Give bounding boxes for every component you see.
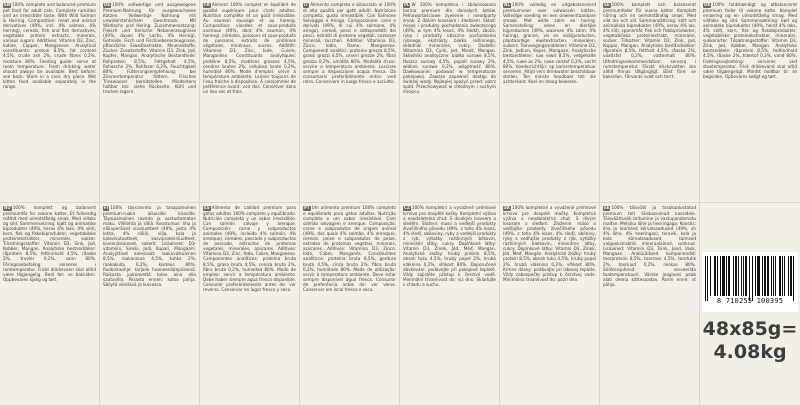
language-badge: FI <box>104 205 109 210</box>
panel-body: Um alimento premium 100% completo e equilibrado para gatos adultos. Nutrição completa e um sabor irresistível. Com salmão selvagem e arenque. Composição: carne e subprodutos de origem animal (49%, dos quais 4% salmão, 4% arenque), cereais, peixe e subprodutos de peixe, extratos de proteínas vegetais, minerais, açúcares. Aditivos: Vitamina D3, Zinco, Iodo, Cobre, Manganês. Constituintes analíticos: proteína bruta 8,5%, gordura bruta 4,5%, cinza bruta 2%, fibra bruta 0,2%, humidade 80%. Modo de utilização: servir à temperatura ambiente. Deve estar sempre disponível água fresca. Consumir de preferência antes de: ver verso. Conservar em local fresco e seco. <box>303 205 396 292</box>
text-panel-sk <box>500 203 600 406</box>
panel-body: Alimento completo e bilanciato al 100% di alta qualità per gatti adulti. Nutrizione completa, gusto irresistibile. Con Salmone Selvaggio e Aringa. Composizione: carni e derivati (49%, di cui 4% salmone, 4% aringa), cereali, pesci e sottoprodotti dei pesci, estratti di proteine vegetali, sostanze minerali, zuccheri. Additivi: Vitamina D3, Zinco, Iodio, Rame, Manganese. Componenti analitici: proteina grezza 8,5%, grassi grezzi 4,5%, ceneri grezze 2%, fibra grezza 0,2%, umidità 80%. Modalità d'uso: servire a temperatura ambiente. Lasciare sempre a disposizione acqua fresca. Da consumarsi preferibilmente entro: vedi retro. Conservare in luogo fresco e asciutto. <box>303 2 396 84</box>
panel-text <box>403 205 496 287</box>
language-badge: DK <box>704 2 711 7</box>
text-panel-fr <box>200 0 300 203</box>
panel-body: 100% täissööt ja tasakaalustatud premium toit täiskasvanud kassidele. Täisväärtuslik toitumine ja vastupandamatu maitse. Metsiku lõhe ja heeringaga. Koostis: liha ja loomsed kõrvalsaadused (49%, sh 4% lõhe, 4% heeringas), teravili, kala ja kala kõrvalsaadused, taimsed valguekstraktid, mineraalained, suhkrud. Lisaained: Vitamiin D3, Tsink, Jood, Vask, Mangaan. Analüütilised komponendid: toorproteiin 8,5%, toorrasv 4,5%, toortuhk 2%, toorkiud 0,2%, niiskus 80%. Söötmisjuhend: serveerida toatemperatuuril. Värske joogivesi peab alati olema kättesaadav. Parim enne: vt põhja. <box>603 205 696 287</box>
panel-body: 100% fuldstændigt og afbalanceret premium foder til voksne katte. Komplet ernæring og en uimodståelig smag. Med vildlaks og sild. Sammensætning: kød og animalske biprodukter (49%, heraf 4% laks, 4% sild), korn, fisk og fiskebiprodukter, vegetabilske proteinekstrakter, mineraler, sukkerarter. Tilsætningsstoffer: Vitamin D3, Zink, Jod, Kobber, Mangan. Analytiske bestanddele: råprotein 8,5%, fedtindhold 4,5%, råaske 2%, træstof 0,2%, vand 80%. Fodringsvejledning: serveres ved stuetemperatur. Frisk drikkevand skal altid være tilgængeligt. Mindst holdbar til: se bagsiden. Opbevares køligt og tørt. <box>703 2 797 79</box>
language-badge: IT <box>304 2 309 7</box>
text-panel-cz <box>400 203 500 406</box>
language-badge: NO <box>4 205 11 210</box>
text-panel-en <box>0 0 100 203</box>
panel-text <box>503 2 596 84</box>
panel-body: Aliment 100% complet et équilibré de qualité supérieure pour chats adultes. Nutrition complète et un goût irrésistible. Au saumon sauvage et au hareng. Composition: viandes et sous-produits animaux (49%, dont 4% saumon, 4% hareng), céréales, poissons et sous-produits de poissons, extraits de protéines végétales, minéraux, sucres. Additifs: Vitamine D3, Zinc, Iode, Cuivre, Manganèse. Constituants analytiques: protéine 8,5%, matières grasses 4,5%, cendres brutes 2%, cellulose brute 0,2%, humidité 80%. Mode d'emploi: servir à température ambiante. Laisser toujours de l'eau fraîche à disposition. À consommer de préférence avant: voir dos. Conserver dans un lieu sec et frais. <box>203 2 296 95</box>
panel-body: W 100% kompletna i zbilansowana karma premium dla dorosłych kotów. Pełnowartościowe żywienie i nieodparty smak. Z dzikim łososiem i śledziem. Skład: mięso i produkty pochodzenia zwierzęcego (49%, w tym 4% łosoś, 4% śledź), zboża, ryby i produkty uboczne pochodzenia rybnego, ekstrakty białka roślinnego, składniki mineralne, cukry. Dodatki: Witamina D3, Cynk, Jod, Miedź, Mangan. Składniki analityczne: białko surowe 8,5%, tłuszcz surowy 4,5%, popiół surowy 2%, włókno surowe 0,2%, wilgotność 80%. Dawkowanie: podawać w temperaturze pokojowej. Zawsze zapewnić dostęp do świeżej wody. Najlepiej spożyć przed: patrz spód. Przechowywać w chłodnym i suchym miejscu. <box>403 2 496 95</box>
panel-text <box>403 2 496 94</box>
language-badge: NL <box>504 2 510 7</box>
panel-text <box>103 205 196 287</box>
net-weight <box>700 312 800 372</box>
barcode-bar <box>794 256 795 301</box>
panel-body: 100% kompletné a vyvážené prémiové krmivo pre dospelé mačky. Kompletná výživa a neodolateľná chuť. S divým lososom a sleďom. Zloženie: mäso a vedľajšie produkty živočíšneho pôvodu (49%, z toho 4% losos, 4% sleď), obilniny, ryby a vedľajšie produkty z rýb, výťažky rastlinných bielkovín, minerálne látky, cukry. Doplnkové látky: Vitamín D3, Zinok, Jód, Meď, Mangán. Analytické zložky: hrubý proteín 8,5%, obsah tuku 4,5%, hrubý popol 2%, hrubá vláknina 0,2%, vlhkosť 80%. Kŕmne dávky: podávajte pri izbovej teplote. Vždy zabezpečte prístup k čerstvej vode. Minimálna trvanlivosť do: pozri dno. <box>503 205 596 282</box>
panel-body: 100% volledig en uitgebalanceerd premiumvoer voor volwassen katten. Volledige voeding en een onweerstaanbare smaak. Met wilde zalm en haring. Samenstelling: vlees en dierlijke bijproducten (49%, waarvan 4% zalm, 4% haring), granen, vis en visbijproducten, plantaardige eiwitextracten, mineralen, suikers. Toevoegingsmiddelen: Vitamine D3, Zink, Jodium, Koper, Mangaan. Analytische bestanddelen: ruw eiwit 8,5%, vetgehalte 4,5%, ruwe as 2%, ruwe celstof 0,2%, vocht 80%. Voederrichtlijn: op kamertemperatuur serveren. Altijd vers drinkwater beschikbaar stellen. Ten minste houdbaar tot: zie achterkant. Koel en droog bewaren. <box>503 2 596 84</box>
panel-text <box>603 205 696 287</box>
panel-text <box>503 205 596 282</box>
panel-text <box>603 2 696 79</box>
panel-text <box>3 205 96 282</box>
language-badge: CZ <box>404 205 410 210</box>
text-panel-it <box>300 0 400 203</box>
barcode-number: 8 710255 100395 <box>705 297 795 305</box>
text-panel-dk <box>700 0 800 203</box>
panel-body: 100% täysravinto ja tasapainoinen premium-ruoka aikuisille kissoille. Täysipainoinen ravinto ja vastustamaton maku. Villilohta ja silliä. Koostumus: liha ja eläinperäiset sivutuotteet (49%, josta 4% lohta, 4% silliä), vilja, kala ja kalasivutuotteet, kasviproteiiniuutteet, kivennäisaineet, sokerit. Lisäaineet: D3-vitamiini, Sinkki, Jodi, Kupari, Mangaani. Analyyttiset ainesosat: raakavalkuainen 8,5%, raakarasva 4,5%, tuhka 2%, raakakuitu 0,2%, kosteus 80%. Ruokintaohje: tarjoile huoneenlämpöisenä. Raikasta juomavettä tulee aina olla saatavilla. Parasta ennen: katso pohja. Säilytä viileässä ja kuivassa. <box>103 205 196 287</box>
language-badge: PL <box>404 2 410 7</box>
barcode <box>702 252 798 312</box>
panel-body: 100% vollwertige und ausgewogene Premium-Nahrung für ausgewachsene Katzen. Vollwertige Nahrung mit unwiderstehlichem Geschmack. Mit Wildlachs und Hering. Zusammensetzung: Fleisch und tierische Nebenerzeugnisse (49%, davon 4% Lachs, 4% Hering), Getreide, Fisch und Fischnebenerzeugnisse, pflanzliche Eiweißextrakte, Mineralstoffe, Zucker. Zusatzstoffe: Vitamin D3, Zink, Jod, Kupfer, Mangan. Analytische Bestandteile: Rohprotein 8,5%, Fettgehalt 4,5%, Rohasche 2%, Rohfaser 0,2%, Feuchtigkeit 80%. Fütterungsempfehlung: bei Zimmertemperatur füttern. Frisches Trinkwasser bereitstellen. Mindestens haltbar bis: siehe Rückseite. Kühl und trocken lagern. <box>103 2 196 95</box>
panel-text <box>703 2 797 79</box>
panel-body: Alimento de calidad premium para gatos adultos 100% completo y equilibrado. Nutrición completa y un sabor irresistible. Con salmón salvaje y arenque. Composición: carne y subproductos animales (49%, incluido 4% salmón, 4% arenque), cereales, pescado y subproductos de pescado, extractos de proteínas vegetales, minerales, azúcares. Aditivos: Vitamina D3, Zinc, Yodo, Cobre, Manganeso. Componentes analíticos: proteína bruta 8,5%, grasa bruta 4,5%, ceniza bruta 2%, fibra bruta 0,2%, humedad 80%. Modo de empleo: servir a temperatura ambiente. Debe haber siempre agua fresca disponible. Consumir preferentemente antes de: ver reverso. Conservar en lugar fresco y seco. <box>203 205 296 292</box>
panel-text <box>203 2 296 94</box>
text-panel-de <box>100 0 200 203</box>
text-panel-nl <box>500 0 600 203</box>
language-badge: SK <box>504 205 510 210</box>
panel-text <box>303 205 396 292</box>
language-badge: DE <box>104 2 111 7</box>
panel-body: 100% complete and balanced premium pet food for adult cats. Complete nutrition and an irresistible taste. With Wild Salmon & Herring. Composition: meat and animal derivatives (49%, incl. 4% salmon, 4% herring), cereals, fish and fish derivatives, vegetable protein extracts, minerals, various sugars. Additives: Vitamin D3, Zinc, Iodine, Copper, Manganese. Analytical constituents: protein 8.5%, fat content 4.5%, crude ash 2%, crude fibres 0.2%, moisture 80%. Feeding guide: serve at room temperature. Fresh drinking water should always be available. Best before: see back. Store in a cool, dry place. Wet kitten food available separately in the range. <box>3 2 96 89</box>
language-badge: EN <box>4 2 11 7</box>
language-badge: ES <box>204 205 210 210</box>
language-badge: PT <box>304 205 310 210</box>
text-panel-fi <box>100 203 200 406</box>
text-panel-pl <box>400 0 500 203</box>
panel-body: 100% kompletní a vyvážené prémiové krmivo pro dospělé kočky. Kompletní výživa a neodolatelná chuť. S divokým lososem a sleděm. Složení: maso a vedlejší produkty živočišného původu (49%, z toho 4% losos, 4% sleď), obiloviny, ryby a vedlejší produkty z ryb, výtažky rostlinných bílkovin, minerální látky, cukry. Doplňkové látky: Vitamín D3, Zinek, Jód, Měď, Mangan. Analytické složky: hrubý protein 8,5%, obsah tuku 4,5%, hrubý popel 2%, hrubá vláknina 0,2%, vlhkost 80%. Doporučené dávkování: podávejte při pokojové teplotě. Vždy zajistěte přístup k čerstvé vodě. Minimální trvanlivost do: viz dno. Skladujte v chladu a suchu. <box>403 205 496 287</box>
weight-pack-count: 48x85g= <box>702 318 798 340</box>
panel-body: 100% komplett och balanserat premiumfoder för vuxna katter. Komplett näring och en oemotståndlig smak. Med vild lax och sill. Sammansättning: kött och animaliska biprodukter (49%, varav 4% lax, 4% sill), spannmål, fisk och fiskbiprodukter, vegetabiliska proteinextrakt, mineraler, socker. Tillsatser: Vitamin D3, Zink, Jod, Koppar, Mangan. Analytiska beståndsdelar: råprotein 8,5%, fetthalt 4,5%, råaska 2%, växttråd 0,2%, vattenhalt 80%. Utfodringsrekommendation: servera i rumstemperatur. Färskt dricksvatten ska alltid finnas tillgängligt. Bäst före: se baksidan. Förvaras svalt och torrt. <box>603 2 696 79</box>
text-panel-ee <box>600 203 700 406</box>
panel-text <box>3 2 96 89</box>
panel-body: 100% komplett og balansert premiumfôr for voksne katter. Et fullverdig måltid med uimotståelig smak. Med villaks og sild. Sammensetning: kjøtt og animalske biprodukter (49%, herav 4% laks, 4% sild), korn, fisk og fiskebiprodukter, vegetabilske proteinekstrakter, mineraler, sukker. Tilsetningsstoffer: Vitamin D3, Sink, Jod, Kobber, Mangan. Analytiske bestanddeler: råprotein 8,5%, fettinnhold 4,5%, råaske 2%, trevler 0,2%, vann 80%. Fôringsanbefaling: serveres i romtemperatur. Friskt drikkevann skal alltid være tilgjengelig. Best før: se baksiden. Oppbevares kjølig og tørt. <box>3 205 96 282</box>
text-panel-se <box>600 0 700 203</box>
weight-total: 4.08kg <box>713 341 787 363</box>
language-badge: SE <box>604 2 610 7</box>
panel-text <box>303 2 396 84</box>
panel-text <box>103 2 196 94</box>
text-panel-es <box>200 203 300 406</box>
text-panel-pt <box>300 203 400 406</box>
text-panel-no <box>0 203 100 406</box>
language-badge: FR <box>204 2 210 7</box>
language-badge: EE <box>604 205 610 210</box>
panel-text <box>203 205 296 292</box>
barcode-bars <box>705 256 795 301</box>
